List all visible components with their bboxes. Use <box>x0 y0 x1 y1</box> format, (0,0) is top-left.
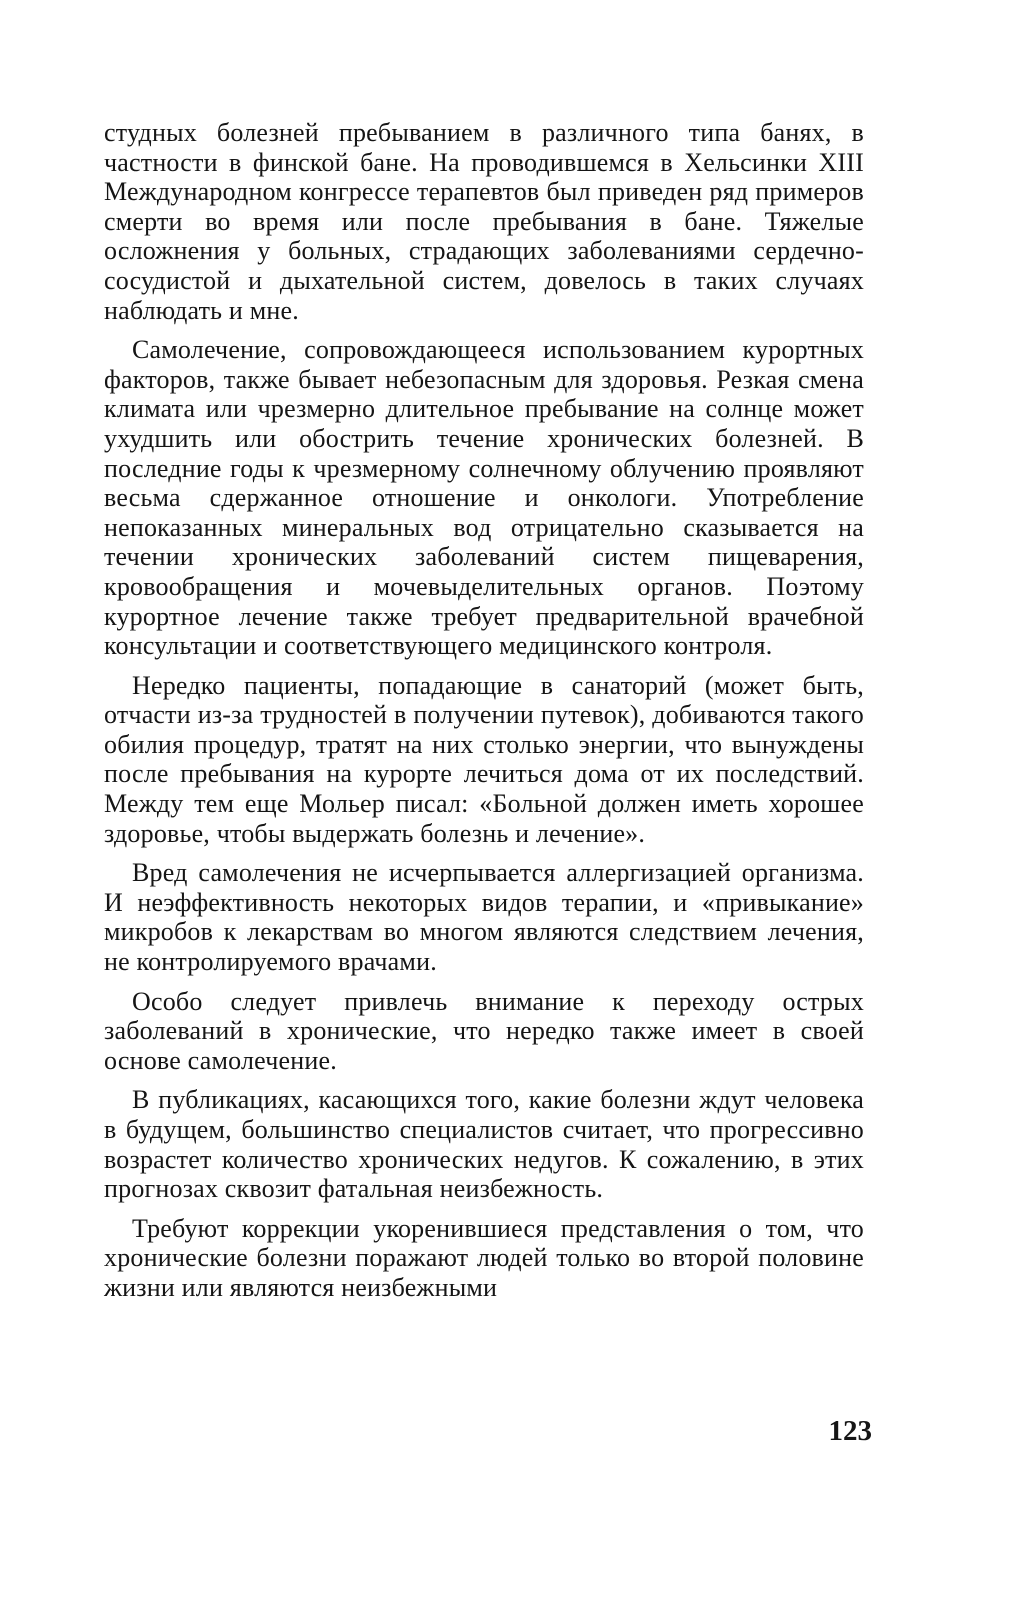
paragraph-5: Особо следует привлечь внимание к переходу острых заболеваний в хронические, что нередко также имеет в своей основе самолечение. <box>104 986 864 1075</box>
paragraph-6: В публикациях, касающихся того, какие болезни ждут человека в будущем, большинство специалистов считает, что прогрессивно возрастет количество хронических недугов. К сожалению, в этих прогнозах сквозит фатальная неизбежность. <box>104 1085 864 1204</box>
paragraph-4: Вред самолечения не исчерпывается аллергизацией организма. И неэффективность некоторых видов терапии, и «привыкание» микробов к лекарствам во многом являются следствием лечения, не контролируемого врачами. <box>104 858 864 977</box>
paragraph-2: Самолечение, сопровождающееся использованием курортных факторов, также бывает небезопасным для здоровья. Резкая смена климата или чрезмерно длительное пребывание на солнце может ухудшить или обострить течение хронических болезней. В последние годы к чрезмерному солнечному облучению проявляют весьма сдержанное отношение и онкологи. Употребление непоказанных минеральных вод отрицательно сказывается на течении хронических заболеваний систем пищеварения, кровообращения и мочевыделительных органов. Поэтому курортное лечение также требует предварительной врачебной консультации и соответствующего медицинского контроля. <box>104 335 864 661</box>
paragraph-3: Нередко пациенты, попадающие в санаторий (может быть, отчасти из-за трудностей в получении путевок), добиваются такого обилия процедур, тратят на них столько энергии, что вынуждены после пребывания на курорте лечиться дома от их последствий. Между тем еще Мольер писал: «Больной должен иметь хорошее здоровье, чтобы выдержать болезнь и лечение». <box>104 670 864 848</box>
paragraph-7: Требуют коррекции укоренившиеся представления о том, что хронические болезни поражают людей только во второй половине жизни или являются неизбежными <box>104 1213 864 1302</box>
paragraph-1: студных болезней пребыванием в различного типа банях, в частности в финской бане. На проводившемся в Хельсинки XIII Международном конгрессе терапевтов был приведен ряд примеров смерти во время или после пребывания в бане. Тяжелые осложнения у больных, страдающих заболеваниями сердечно-сосудистой и дыхательной систем, довелось в таких случаях наблюдать и мне. <box>104 118 864 325</box>
body-text <box>104 118 864 1313</box>
page-number: 123 <box>828 1415 872 1447</box>
